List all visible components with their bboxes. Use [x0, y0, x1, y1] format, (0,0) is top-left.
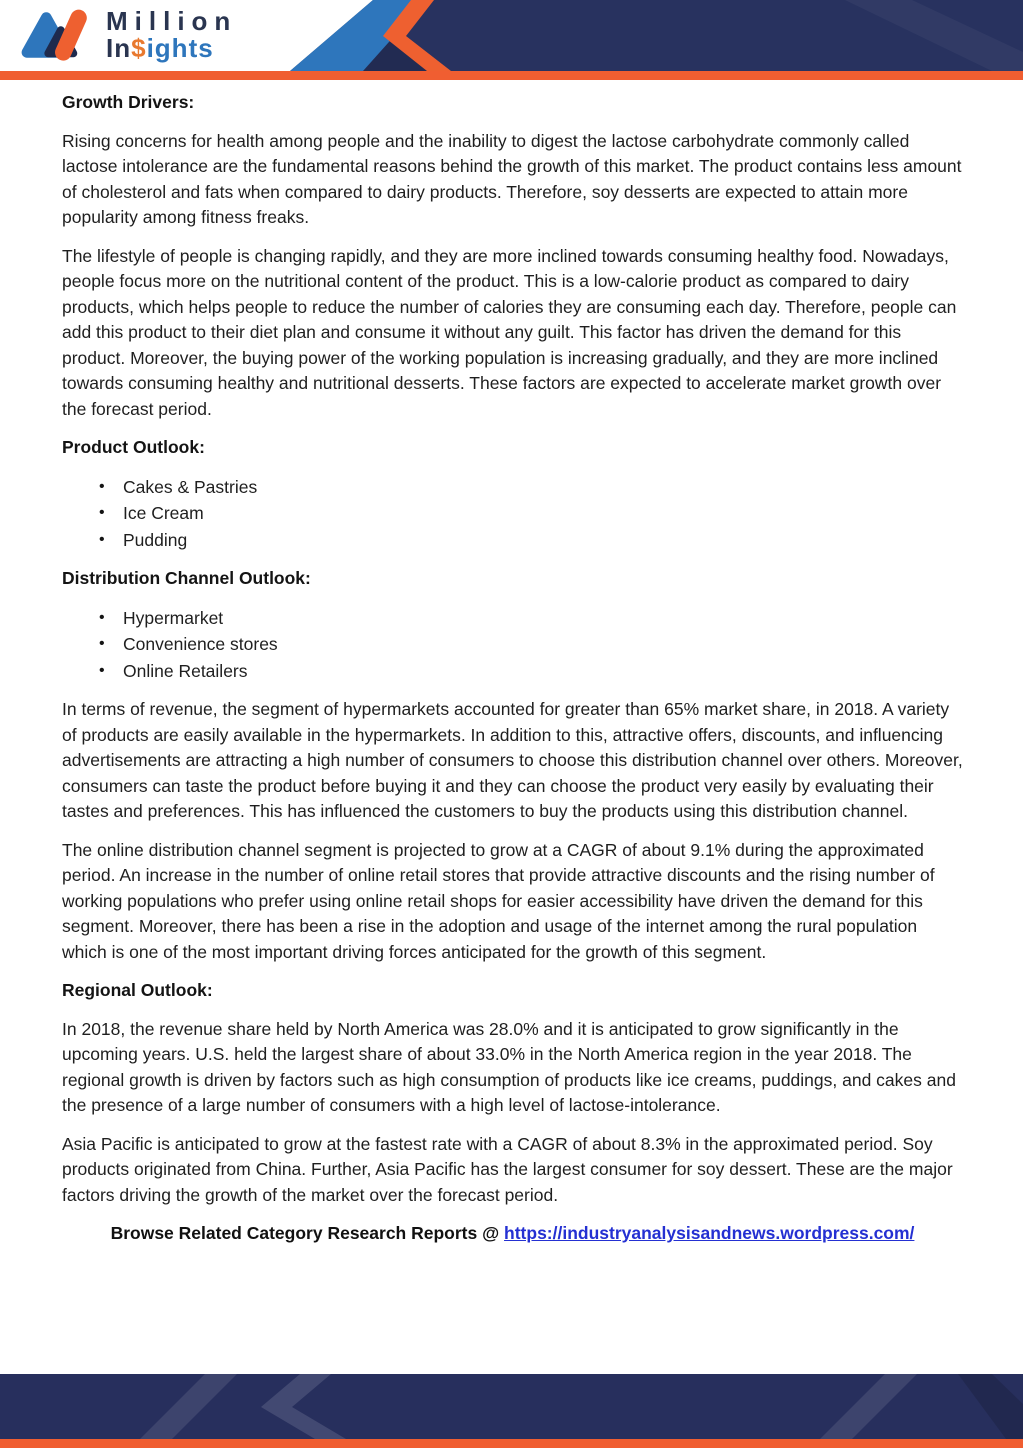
- heading-distribution-channel-outlook: Distribution Channel Outlook:: [62, 568, 311, 588]
- list-item-convenience-stores: • Convenience stores: [98, 631, 963, 658]
- header-banner: [0, 0, 1023, 80]
- related-reports-link[interactable]: https://industryanalysisandnews.wordpress.com/: [504, 1223, 915, 1243]
- logo-insights-suffix: ights: [146, 32, 214, 63]
- paragraph-hypermarket-share: In terms of revenue, the segment of hypermarkets accounted for greater than 65% market share, in 2018. A variety of products are easily available in the hypermarkets. In addition to this, attractive offers, discounts, and influencing advertisements are attracting a high number of consumers to choose this distribution channel over others. Moreover, consumers can taste the product before buying it and they can choose the product very easily by evaluating their tastes and preferences. This has influenced the customers to buy the products using this distribution channel.: [62, 699, 963, 821]
- logo-dollar-glyph: $: [131, 32, 147, 63]
- million-insights-logo-icon: [14, 4, 96, 64]
- list-item-online-retailers: • Online Retailers: [98, 658, 963, 685]
- paragraph-lifestyle: The lifestyle of people is changing rapidly, and they are more inclined towards consuming healthy food. Nowadays, people focus more on the nutritional content of the product. This is a low-calorie product as compared to dairy products, which helps people to reduce the number of calories they are consuming each day. Therefore, people can add this product to their diet plan and consume it without any guilt. This factor has driven the demand for this product. Moreover, the buying power of the working population is increasing gradually, and they are more inclined towards consuming healthy and nutritional desserts. These factors are expected to accelerate market growth over the forecast period.: [62, 245, 957, 419]
- footer-decoration: [0, 1374, 1023, 1448]
- logo: [14, 4, 237, 64]
- heading-regional-outlook: Regional Outlook:: [62, 980, 213, 1000]
- paragraph-rising-concerns: Rising concerns for health among people and the inability to digest the lactose carbohydrate commonly called lactose intolerance are the fundamental reasons behind the growth of this market. The product contains less amount of cholesterol and fats when compared to dairy products. Therefore, soy desserts are expected to attain more popularity among fitness freaks.: [62, 130, 962, 227]
- logo-word-insights: [106, 32, 237, 63]
- product-outlook-list: [98, 474, 963, 554]
- paragraph-online-channel: The online distribution channel segment is projected to grow at a CAGR of about 9.1% during the approximated period. An increase in the number of online retail stores that provide attractive discounts and the rising number of working populations who prefer using online retail shops for easier accessibility have driven the demand for this segment. Moreover, there has been a rise in the adoption and usage of the internet among the rural population which is one of the most important driving forces anticipated for the growth of this segment.: [62, 839, 935, 962]
- heading-growth-drivers: Growth Drivers:: [62, 92, 195, 112]
- list-item-ice-cream: • Ice Cream: [98, 500, 963, 527]
- browse-reports-label: Browse Related Category Research Reports @: [110, 1223, 505, 1243]
- logo-insights-prefix: In: [106, 32, 132, 63]
- logo-word-million: Million: [106, 5, 238, 36]
- list-item-pudding: • Pudding: [98, 527, 963, 554]
- list-item-cakes-pastries: • Cakes & Pastries: [98, 474, 963, 501]
- paragraph-asia-pacific: Asia Pacific is anticipated to grow at the fastest rate with a CAGR of about 8.3% in the approximated period. Soy products originated from China. Further, Asia Pacific has the largest consumer for soy dessert. These are the major factors driving the growth of the market over the forecast period.: [62, 1133, 953, 1205]
- article-body: [0, 80, 1023, 1247]
- paragraph-north-america: In 2018, the revenue share held by North America was 28.0% and it is anticipated to grow significantly in the upcoming years. U.S. held the largest share of about 33.0% in the North America region in the year 2018. The regional growth is driven by factors such as high consumption of products like ice creams, puddings, and cakes and the presence of a large number of consumers with a high level of lactose-intolerance.: [62, 1018, 956, 1115]
- list-item-hypermarket: • Hypermarket: [98, 605, 963, 632]
- distribution-channel-list: [98, 605, 963, 685]
- heading-product-outlook: Product Outlook:: [62, 437, 205, 457]
- footer-banner: [0, 1374, 1023, 1448]
- browse-reports-line: [62, 1221, 963, 1247]
